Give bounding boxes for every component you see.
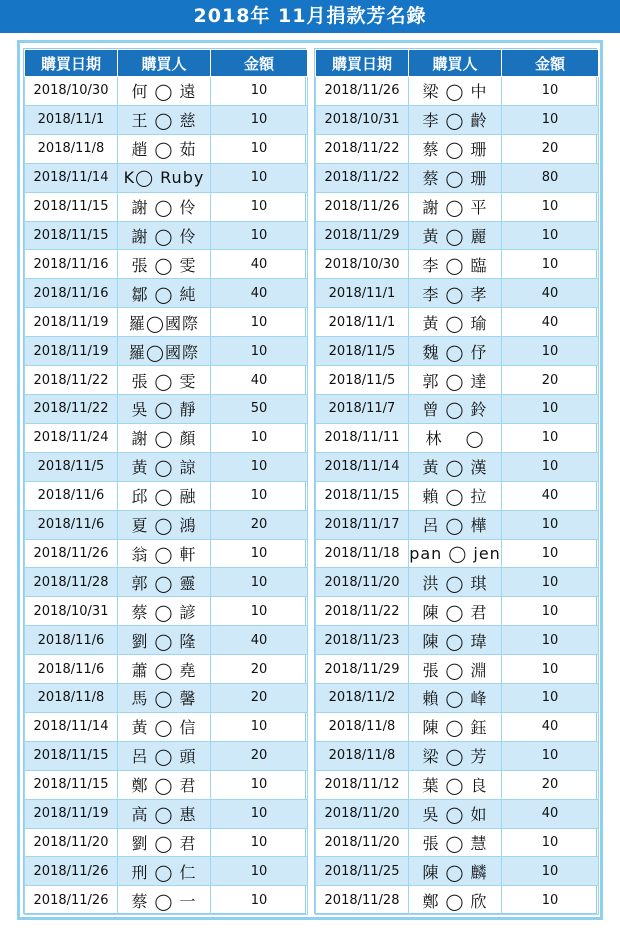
cell-date: 2018/11/22 <box>25 394 118 423</box>
cell-amount: 10 <box>502 77 599 106</box>
cell-amount: 10 <box>502 857 599 886</box>
cell-name: 張 ◯ 雯 <box>118 250 211 279</box>
table-row <box>316 655 599 684</box>
table-row <box>316 134 599 163</box>
cell-amount: 10 <box>211 134 308 163</box>
cell-amount: 40 <box>502 799 599 828</box>
cell-amount: 50 <box>211 394 308 423</box>
cell-date: 2018/11/20 <box>316 799 409 828</box>
cell-date: 2018/11/29 <box>316 655 409 684</box>
cell-name: 賴 ◯ 峰 <box>409 684 502 713</box>
table-row <box>25 655 308 684</box>
cell-amount: 10 <box>502 221 599 250</box>
table-header-row <box>25 50 308 77</box>
cell-amount: 40 <box>502 279 599 308</box>
table-row <box>25 423 308 452</box>
table-row <box>316 539 599 568</box>
cell-date: 2018/11/26 <box>316 77 409 106</box>
cell-date: 2018/11/26 <box>25 857 118 886</box>
cell-name: 張 ◯ 淵 <box>409 655 502 684</box>
cell-date: 2018/11/20 <box>316 828 409 857</box>
cell-date: 2018/11/5 <box>316 366 409 395</box>
cell-amount: 10 <box>211 481 308 510</box>
donor-table-left-container <box>23 48 306 914</box>
cell-name: 陳 ◯ 麟 <box>409 857 502 886</box>
cell-name: 謝 ◯ 伶 <box>118 221 211 250</box>
table-row <box>316 886 599 915</box>
cell-date: 2018/11/16 <box>25 250 118 279</box>
header-amount: 金額 <box>502 50 599 77</box>
cell-name: 夏 ◯ 鴻 <box>118 510 211 539</box>
cell-date: 2018/11/1 <box>25 105 118 134</box>
cell-amount: 40 <box>502 308 599 337</box>
cell-date: 2018/10/31 <box>316 105 409 134</box>
cell-name: 劉 ◯ 隆 <box>118 626 211 655</box>
cell-amount: 10 <box>211 539 308 568</box>
cell-date: 2018/11/24 <box>25 423 118 452</box>
cell-name: 呂 ◯ 頭 <box>118 741 211 770</box>
cell-date: 2018/11/26 <box>25 886 118 915</box>
cell-amount: 10 <box>502 337 599 366</box>
cell-name: 謝 ◯ 平 <box>409 192 502 221</box>
cell-name: 梁 ◯ 中 <box>409 77 502 106</box>
cell-amount: 10 <box>502 568 599 597</box>
table-row <box>316 221 599 250</box>
table-row <box>25 741 308 770</box>
cell-amount: 10 <box>211 597 308 626</box>
cell-name: pan ◯ jen <box>409 539 502 568</box>
cell-name: 鄒 ◯ 純 <box>118 279 211 308</box>
cell-date: 2018/11/14 <box>316 452 409 481</box>
table-row <box>316 337 599 366</box>
table-row <box>25 452 308 481</box>
cell-amount: 10 <box>211 77 308 106</box>
cell-name: 曾 ◯ 鈴 <box>409 394 502 423</box>
table-row <box>316 799 599 828</box>
cell-name: 梁 ◯ 芳 <box>409 741 502 770</box>
cell-amount: 10 <box>211 337 308 366</box>
cell-amount: 10 <box>502 828 599 857</box>
table-row <box>25 828 308 857</box>
cell-amount: 80 <box>502 163 599 192</box>
cell-amount: 10 <box>502 655 599 684</box>
donor-table-left <box>24 49 308 915</box>
cell-amount: 10 <box>211 857 308 886</box>
cell-date: 2018/11/20 <box>25 828 118 857</box>
cell-date: 2018/11/1 <box>316 308 409 337</box>
table-row <box>25 510 308 539</box>
cell-name: 陳 ◯ 君 <box>409 597 502 626</box>
table-row <box>25 192 308 221</box>
cell-date: 2018/11/6 <box>25 626 118 655</box>
cell-name: 刑 ◯ 仁 <box>118 857 211 886</box>
table-row <box>25 712 308 741</box>
cell-amount: 40 <box>502 481 599 510</box>
cell-name: 黃 ◯ 諒 <box>118 452 211 481</box>
cell-amount: 10 <box>502 741 599 770</box>
cell-name: 蔡 ◯ 一 <box>118 886 211 915</box>
page-title: 2018年 11月捐款芳名錄 <box>0 0 620 33</box>
table-row <box>316 597 599 626</box>
cell-name: 洪 ◯ 琪 <box>409 568 502 597</box>
table-row <box>25 77 308 106</box>
donor-table-right-container <box>314 48 597 914</box>
cell-name: 黃 ◯ 瑜 <box>409 308 502 337</box>
cell-date: 2018/11/15 <box>316 481 409 510</box>
table-row <box>316 626 599 655</box>
cell-name: 邱 ◯ 融 <box>118 481 211 510</box>
cell-amount: 10 <box>502 394 599 423</box>
cell-amount: 20 <box>211 684 308 713</box>
table-row <box>25 684 308 713</box>
cell-date: 2018/11/1 <box>316 279 409 308</box>
table-row <box>25 568 308 597</box>
cell-date: 2018/11/25 <box>316 857 409 886</box>
table-row <box>316 857 599 886</box>
table-row <box>316 568 599 597</box>
cell-name: K◯ Ruby <box>118 163 211 192</box>
cell-date: 2018/11/8 <box>316 741 409 770</box>
cell-date: 2018/11/11 <box>316 423 409 452</box>
cell-amount: 10 <box>211 163 308 192</box>
table-row <box>25 105 308 134</box>
table-row <box>25 308 308 337</box>
cell-date: 2018/11/23 <box>316 626 409 655</box>
cell-amount: 10 <box>211 886 308 915</box>
cell-amount: 10 <box>211 770 308 799</box>
cell-date: 2018/11/22 <box>316 134 409 163</box>
cell-amount: 20 <box>502 366 599 395</box>
cell-name: 林 ◯ <box>409 423 502 452</box>
cell-name: 蔡 ◯ 珊 <box>409 134 502 163</box>
cell-name: 蔡 ◯ 珊 <box>409 163 502 192</box>
cell-amount: 10 <box>502 250 599 279</box>
cell-date: 2018/11/15 <box>25 192 118 221</box>
cell-date: 2018/11/15 <box>25 770 118 799</box>
cell-date: 2018/11/22 <box>25 366 118 395</box>
cell-name: 張 ◯ 雯 <box>118 366 211 395</box>
table-row <box>316 684 599 713</box>
cell-date: 2018/11/15 <box>25 221 118 250</box>
cell-amount: 20 <box>502 134 599 163</box>
cell-date: 2018/11/22 <box>316 597 409 626</box>
table-row <box>316 828 599 857</box>
cell-date: 2018/11/19 <box>25 337 118 366</box>
table-row <box>316 510 599 539</box>
cell-date: 2018/10/30 <box>25 77 118 106</box>
cell-date: 2018/11/5 <box>25 452 118 481</box>
cell-amount: 10 <box>211 308 308 337</box>
header-name: 購買人 <box>409 50 502 77</box>
cell-name: 羅◯國際 <box>118 337 211 366</box>
table-row <box>316 163 599 192</box>
cell-name: 陳 ◯ 鈺 <box>409 712 502 741</box>
cell-date: 2018/11/28 <box>316 886 409 915</box>
table-row <box>316 481 599 510</box>
cell-amount: 10 <box>211 192 308 221</box>
table-row <box>316 452 599 481</box>
cell-amount: 10 <box>211 799 308 828</box>
cell-name: 陳 ◯ 瑋 <box>409 626 502 655</box>
cell-amount: 10 <box>502 192 599 221</box>
table-row <box>25 279 308 308</box>
table-row <box>316 712 599 741</box>
cell-amount: 40 <box>211 250 308 279</box>
table-row <box>25 770 308 799</box>
cell-date: 2018/11/15 <box>25 741 118 770</box>
cell-amount: 40 <box>502 712 599 741</box>
cell-date: 2018/11/26 <box>316 192 409 221</box>
cell-date: 2018/11/19 <box>25 799 118 828</box>
table-row <box>25 366 308 395</box>
cell-amount: 10 <box>502 423 599 452</box>
cell-name: 李 ◯ 齡 <box>409 105 502 134</box>
cell-name: 黃 ◯ 漢 <box>409 452 502 481</box>
cell-amount: 20 <box>211 655 308 684</box>
cell-amount: 20 <box>502 770 599 799</box>
cell-name: 呂 ◯ 樺 <box>409 510 502 539</box>
table-row <box>316 394 599 423</box>
cell-date: 2018/11/19 <box>25 308 118 337</box>
cell-date: 2018/11/16 <box>25 279 118 308</box>
cell-name: 蕭 ◯ 堯 <box>118 655 211 684</box>
cell-name: 吳 ◯ 靜 <box>118 394 211 423</box>
table-row <box>316 105 599 134</box>
table-row <box>25 626 308 655</box>
cell-amount: 10 <box>502 597 599 626</box>
table-row <box>25 857 308 886</box>
cell-amount: 10 <box>502 684 599 713</box>
cell-name: 賴 ◯ 拉 <box>409 481 502 510</box>
cell-amount: 10 <box>211 452 308 481</box>
table-row <box>25 394 308 423</box>
table-row <box>25 481 308 510</box>
cell-name: 何 ◯ 遠 <box>118 77 211 106</box>
table-row <box>316 77 599 106</box>
cell-name: 黃 ◯ 信 <box>118 712 211 741</box>
table-row <box>25 163 308 192</box>
table-row <box>316 366 599 395</box>
header-date: 購買日期 <box>25 50 118 77</box>
cell-name: 羅◯國際 <box>118 308 211 337</box>
cell-date: 2018/11/6 <box>25 510 118 539</box>
cell-name: 鄭 ◯ 欣 <box>409 886 502 915</box>
cell-date: 2018/11/7 <box>316 394 409 423</box>
cell-amount: 10 <box>502 539 599 568</box>
cell-amount: 20 <box>211 510 308 539</box>
cell-amount: 10 <box>211 568 308 597</box>
cell-name: 黃 ◯ 麗 <box>409 221 502 250</box>
table-header-row <box>316 50 599 77</box>
cell-date: 2018/11/2 <box>316 684 409 713</box>
cell-name: 高 ◯ 惠 <box>118 799 211 828</box>
table-row <box>316 741 599 770</box>
cell-name: 蔡 ◯ 諺 <box>118 597 211 626</box>
cell-name: 葉 ◯ 良 <box>409 770 502 799</box>
cell-name: 魏 ◯ 伃 <box>409 337 502 366</box>
cell-amount: 20 <box>211 741 308 770</box>
cell-date: 2018/11/8 <box>25 684 118 713</box>
cell-date: 2018/11/29 <box>316 221 409 250</box>
cell-amount: 40 <box>211 626 308 655</box>
cell-name: 吳 ◯ 如 <box>409 799 502 828</box>
table-row <box>25 886 308 915</box>
header-name: 購買人 <box>118 50 211 77</box>
cell-date: 2018/11/12 <box>316 770 409 799</box>
cell-amount: 10 <box>211 423 308 452</box>
cell-amount: 10 <box>502 626 599 655</box>
table-row <box>25 539 308 568</box>
cell-date: 2018/11/8 <box>316 712 409 741</box>
cell-name: 謝 ◯ 伶 <box>118 192 211 221</box>
table-row <box>316 279 599 308</box>
cell-date: 2018/11/6 <box>25 481 118 510</box>
header-date: 購買日期 <box>316 50 409 77</box>
cell-amount: 10 <box>502 886 599 915</box>
table-row <box>316 423 599 452</box>
header-amount: 金額 <box>211 50 308 77</box>
cell-amount: 40 <box>211 279 308 308</box>
cell-name: 王 ◯ 慈 <box>118 105 211 134</box>
cell-date: 2018/10/30 <box>316 250 409 279</box>
cell-date: 2018/11/28 <box>25 568 118 597</box>
cell-name: 謝 ◯ 顏 <box>118 423 211 452</box>
cell-amount: 10 <box>211 221 308 250</box>
cell-name: 郭 ◯ 靈 <box>118 568 211 597</box>
cell-amount: 10 <box>211 828 308 857</box>
cell-amount: 10 <box>211 712 308 741</box>
cell-name: 鄭 ◯ 君 <box>118 770 211 799</box>
cell-name: 張 ◯ 慧 <box>409 828 502 857</box>
cell-date: 2018/11/22 <box>316 163 409 192</box>
table-row <box>25 250 308 279</box>
table-row <box>25 799 308 828</box>
cell-date: 2018/11/5 <box>316 337 409 366</box>
cell-date: 2018/11/8 <box>25 134 118 163</box>
cell-date: 2018/11/6 <box>25 655 118 684</box>
table-row <box>25 597 308 626</box>
cell-name: 李 ◯ 臨 <box>409 250 502 279</box>
cell-name: 馬 ◯ 馨 <box>118 684 211 713</box>
cell-amount: 40 <box>211 366 308 395</box>
cell-amount: 10 <box>502 105 599 134</box>
cell-name: 翁 ◯ 軒 <box>118 539 211 568</box>
cell-name: 趙 ◯ 茹 <box>118 134 211 163</box>
table-row <box>316 250 599 279</box>
table-row <box>316 770 599 799</box>
table-row <box>25 134 308 163</box>
cell-date: 2018/10/31 <box>25 597 118 626</box>
cell-date: 2018/11/17 <box>316 510 409 539</box>
cell-amount: 10 <box>211 105 308 134</box>
cell-date: 2018/11/14 <box>25 712 118 741</box>
cell-date: 2018/11/18 <box>316 539 409 568</box>
cell-date: 2018/11/14 <box>25 163 118 192</box>
cell-name: 郭 ◯ 達 <box>409 366 502 395</box>
cell-name: 劉 ◯ 君 <box>118 828 211 857</box>
donor-table-right <box>315 49 599 915</box>
cell-amount: 10 <box>502 452 599 481</box>
cell-date: 2018/11/26 <box>25 539 118 568</box>
table-row <box>316 308 599 337</box>
cell-amount: 10 <box>502 510 599 539</box>
table-row <box>25 337 308 366</box>
cell-date: 2018/11/20 <box>316 568 409 597</box>
cell-name: 李 ◯ 孝 <box>409 279 502 308</box>
table-row <box>25 221 308 250</box>
table-row <box>316 192 599 221</box>
